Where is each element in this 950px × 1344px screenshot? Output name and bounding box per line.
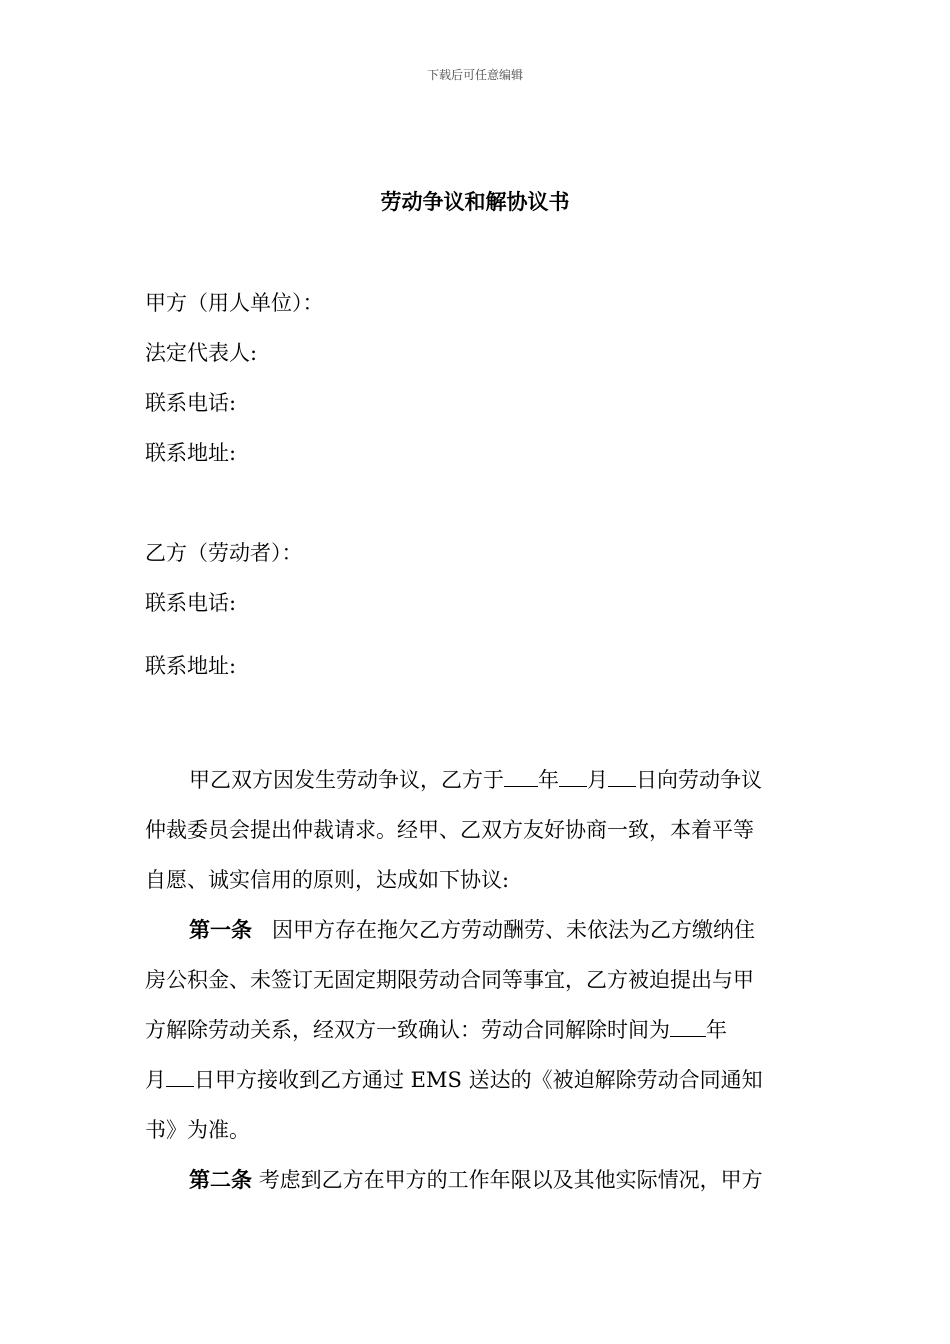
article-2-text: 考虑到乙方在甲方的工作年限以及其他实际情况，甲方: [258, 1168, 763, 1192]
intro-line-2: 仲裁委员会提出仲裁请求。经甲、乙双方友好协商一致，本着平等: [145, 818, 754, 842]
article-2-line-1: [189, 1164, 805, 1194]
party-a-phone: 联系电话:: [145, 391, 237, 415]
party-b-phone: 联系电话:: [145, 591, 237, 615]
party-b-address: 联系地址:: [145, 654, 237, 678]
article-1-text: 日甲方接收到乙方通过 EMS 送达的《被迫解除劳动合同通知: [194, 1068, 763, 1092]
article-2-label: 第二条: [189, 1167, 252, 1192]
article-1-text: 因甲方存在拖欠乙方劳动酬劳、未依法为乙方缴纳住: [272, 918, 756, 942]
intro-line-3: 自愿、诚实信用的原则，达成如下协议:: [145, 868, 510, 892]
year-blank: [670, 1016, 706, 1037]
year-label: 年: [706, 1018, 727, 1042]
month-label: 月: [145, 1068, 166, 1092]
party-b-heading: 乙方（劳动者）：: [145, 541, 303, 565]
day-blank: [608, 766, 636, 787]
party-a-legal-rep: 法定代表人:: [145, 341, 258, 365]
header-note: 下载后可任意编辑: [426, 68, 523, 82]
intro-text: 甲乙双方因发生劳动争议，乙方于: [189, 768, 504, 792]
party-a-address: 联系地址:: [145, 441, 237, 465]
day-blank: [166, 1066, 194, 1087]
intro-line-1: [189, 764, 805, 794]
article-1-label: 第一条: [189, 917, 252, 942]
intro-text: 日向劳动争议: [636, 768, 762, 792]
article-1-line-5: 书》为准。: [145, 1118, 250, 1142]
article-1-text: 方解除劳动关系，经双方一致确认：劳动合同解除时间为: [145, 1018, 670, 1042]
year-blank: [504, 766, 538, 787]
article-1-line-2: 房公积金、未签订无固定期限劳动合同等事宜，乙方被迫提出与甲: [145, 968, 754, 992]
year-label: 年: [538, 768, 559, 792]
article-1-line-1: [189, 914, 805, 944]
document-title: 劳动争议和解协议书: [380, 189, 570, 214]
month-label: 月: [587, 768, 608, 792]
month-blank: [559, 766, 587, 787]
party-a-heading: 甲方（用人单位）：: [145, 291, 324, 315]
article-1-line-3: [145, 1014, 805, 1044]
article-1-line-4: [145, 1064, 805, 1094]
